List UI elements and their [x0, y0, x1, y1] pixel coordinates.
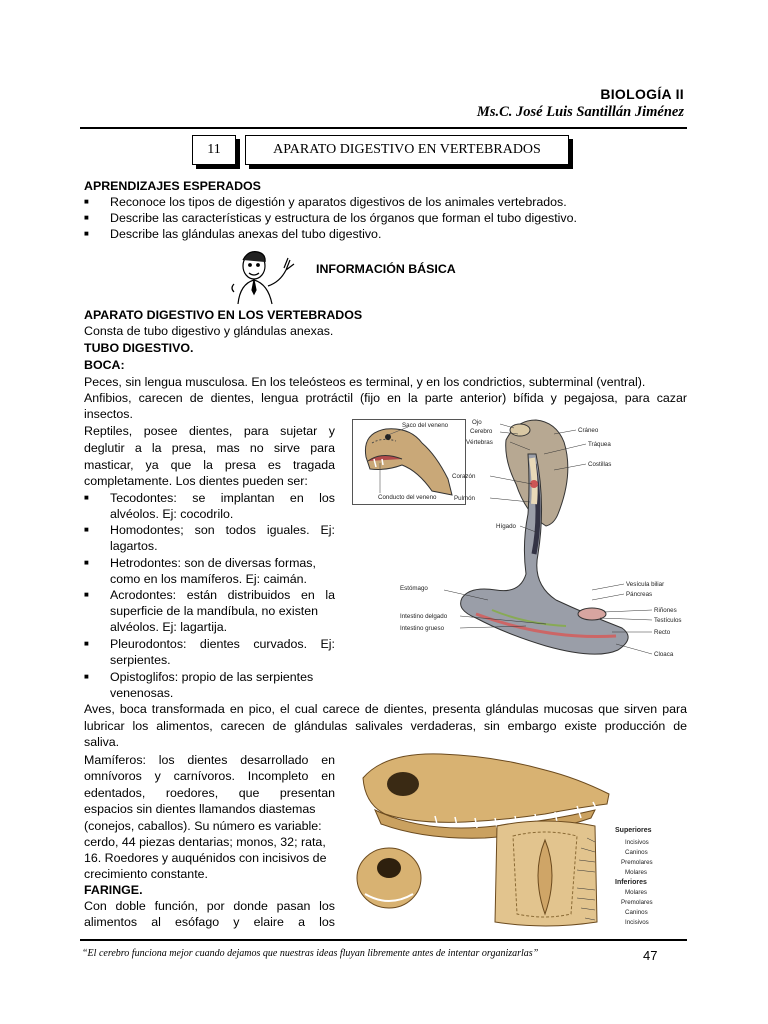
mammals-text: 16. Roedores y auquénidos con incisivos de	[84, 851, 327, 865]
unit-number-box	[192, 135, 236, 165]
label-rinones: Riñones	[654, 607, 677, 614]
dog-skull-figure	[345, 744, 693, 932]
bullet-icon: ■	[84, 493, 89, 502]
label-conducto: Conducto del veneno	[378, 494, 437, 501]
objectives-heading: APRENDIZAJES ESPERADOS	[84, 179, 261, 193]
birds-text: saliva.	[84, 735, 120, 749]
page-number: 47	[643, 948, 658, 963]
label-sup-premolares: Premolares	[621, 859, 653, 866]
reptiles-text: deglutir a la presa, mas no sirve para	[84, 441, 335, 455]
label-vertebras: Vértebras	[466, 439, 493, 446]
pharynx-heading: FARINGE.	[84, 883, 143, 897]
birds-text: Aves, boca transformada en pico, el cual carece de dientes, presenta glándulas mucosas que sirven para	[84, 702, 687, 716]
label-inf-molares: Molares	[625, 889, 648, 896]
teeth-item: Pleurodontos: dientes curvados. Ej:	[110, 637, 335, 651]
reptiles-text: Reptiles, posee dientes, para sujetar y	[84, 424, 335, 438]
label-sup-caninos: Caninos	[625, 849, 648, 856]
bullet-icon: ■	[84, 213, 89, 222]
label-testiculos: Testículos	[654, 617, 682, 624]
label-inf-premolares: Premolares	[621, 899, 653, 906]
label-corazon: Corazón	[452, 473, 476, 480]
label-vesicula: Vesícula biliar	[626, 581, 665, 588]
teeth-item: Hetrodontes: son de diversas formas,	[110, 556, 316, 570]
mammals-text: (conejos, caballos). Su número es variable:	[84, 819, 322, 833]
label-recto: Recto	[654, 629, 671, 636]
label-superiores: Superiores	[615, 827, 652, 834]
teacher-cartoon-illustration	[228, 246, 308, 306]
label-pancreas: Páncreas	[626, 591, 653, 598]
bullet-icon: ■	[84, 525, 89, 534]
teeth-item-cont: alvéolos. Ej: cocodrilo.	[110, 507, 234, 521]
intro-text: Consta de tubo digestivo y glándulas anexas.	[84, 324, 334, 338]
mammals-text: espacios sin dientes llamandos diastemas	[84, 802, 316, 816]
label-pulmon: Pulmón	[454, 495, 475, 502]
label-sup-molares: Molares	[625, 869, 648, 876]
label-intestino-grueso: Intestino grueso	[400, 625, 445, 632]
reptiles-text: completamente. Los dientes pueden ser:	[84, 474, 308, 488]
teeth-item: Tecodontes: se implantan en los	[110, 491, 335, 505]
teeth-item-cont: alvéolos. Ej: lagartija.	[110, 620, 228, 634]
bullet-icon: ■	[84, 639, 89, 648]
bullet-icon: ■	[84, 197, 89, 206]
label-cloaca: Cloaca	[654, 651, 674, 658]
teeth-item-cont: lagartos.	[110, 539, 158, 553]
teeth-item: Opistoglifos: propio de las serpientes	[110, 670, 314, 684]
mammals-text: Mamíferos: los dientes desarrollado en	[84, 753, 335, 767]
section-title: APARATO DIGESTIVO EN LOS VERTEBRADOS	[84, 308, 363, 322]
mammals-text: cerdo, 44 piezas dentarias; monos, 32; rata,	[84, 835, 326, 849]
bullet-icon: ■	[84, 590, 89, 599]
footer-rule	[80, 939, 687, 941]
teeth-item-cont: venenosas.	[110, 686, 174, 700]
label-inf-caninos: Caninos	[625, 909, 648, 916]
label-inf-incisivos: Incisivos	[625, 919, 649, 926]
unit-title-box	[245, 135, 569, 165]
subject-title: BIOLOGÍA II	[600, 86, 684, 102]
mammals-text: edentados, roedores, que presentan	[84, 786, 335, 800]
objective-item: Describe las características y estructura de los órganos que forman el tubo digestivo.	[110, 211, 577, 225]
label-traquea: Tráquea	[588, 441, 611, 448]
snake-anatomy-figure	[396, 414, 696, 666]
objective-item: Describe las glándulas anexas del tubo digestivo.	[110, 227, 382, 241]
footer-quote: “El cerebro funciona mejor cuando dejamos que nuestras ideas fluyan libremente antes de intentar organizarlas”	[82, 948, 539, 959]
label-saco: Saco del veneno	[402, 422, 449, 429]
bullet-icon: ■	[84, 672, 89, 681]
teeth-item-cont: serpientes.	[110, 653, 171, 667]
label-inferiores: Inferiores	[615, 879, 647, 886]
reptiles-text: masticar, ya que la presa es tragada	[84, 458, 335, 472]
teeth-item-cont: como en los mamíferos. Ej: caimán.	[110, 572, 307, 586]
label-intestino-delgado: Intestino delgado	[400, 613, 448, 620]
pharynx-text: alimentos al esófago y elaire a los	[84, 915, 335, 929]
pharynx-text: Con doble función, por donde pasan los	[84, 899, 335, 913]
header-rule	[80, 127, 687, 129]
tube-heading: TUBO DIGESTIVO.	[84, 341, 194, 355]
label-craneo: Cráneo	[578, 427, 599, 434]
teeth-item: Acrodontes: están distribuidos en la	[110, 588, 335, 602]
amphibians-text: Anfibios, carecen de dientes, lengua protráctil (fijo en la parte anterior) bífida y pegajosa, para cazar	[84, 391, 687, 405]
teeth-item-cont: superficie de la mandíbula, no existen	[110, 604, 319, 618]
mammals-text: crecimiento constante.	[84, 867, 208, 881]
fish-text: Peces, sin lengua musculosa. En los teleósteos es terminal, y en los condrictios, subterminal (ventral).	[84, 375, 646, 389]
bullet-icon: ■	[84, 558, 89, 567]
mammals-text: omnívoros y carnívoros. Incompleto en	[84, 769, 335, 783]
amphibians-text-cont: insectos.	[84, 407, 133, 421]
label-estomago: Estómago	[400, 585, 428, 592]
label-ojo: Ojo	[472, 419, 482, 426]
teeth-item: Homodontes; son todos iguales. Ej:	[110, 523, 335, 537]
label-sup-incisivos: Incisivos	[625, 839, 649, 846]
bullet-icon: ■	[84, 229, 89, 238]
birds-text: lubricar los alimentos, carecen de glándulas salivales verdaderas, sin embargo existe producción de	[84, 719, 687, 733]
unit-number: 11	[207, 142, 221, 157]
info-label: INFORMACIÓN BÁSICA	[316, 262, 456, 276]
label-higado: Hígado	[496, 523, 516, 530]
author-name: Ms.C. José Luis Santillán Jiménez	[476, 104, 684, 120]
label-costillas: Costillas	[588, 461, 612, 468]
label-cerebro: Cerebro	[470, 428, 493, 435]
mouth-heading: BOCA:	[84, 358, 125, 372]
unit-title: APARATO DIGESTIVO EN VERTEBRADOS	[273, 142, 541, 157]
objective-item: Reconoce los tipos de digestión y aparatos digestivos de los animales vertebrados.	[110, 195, 567, 209]
